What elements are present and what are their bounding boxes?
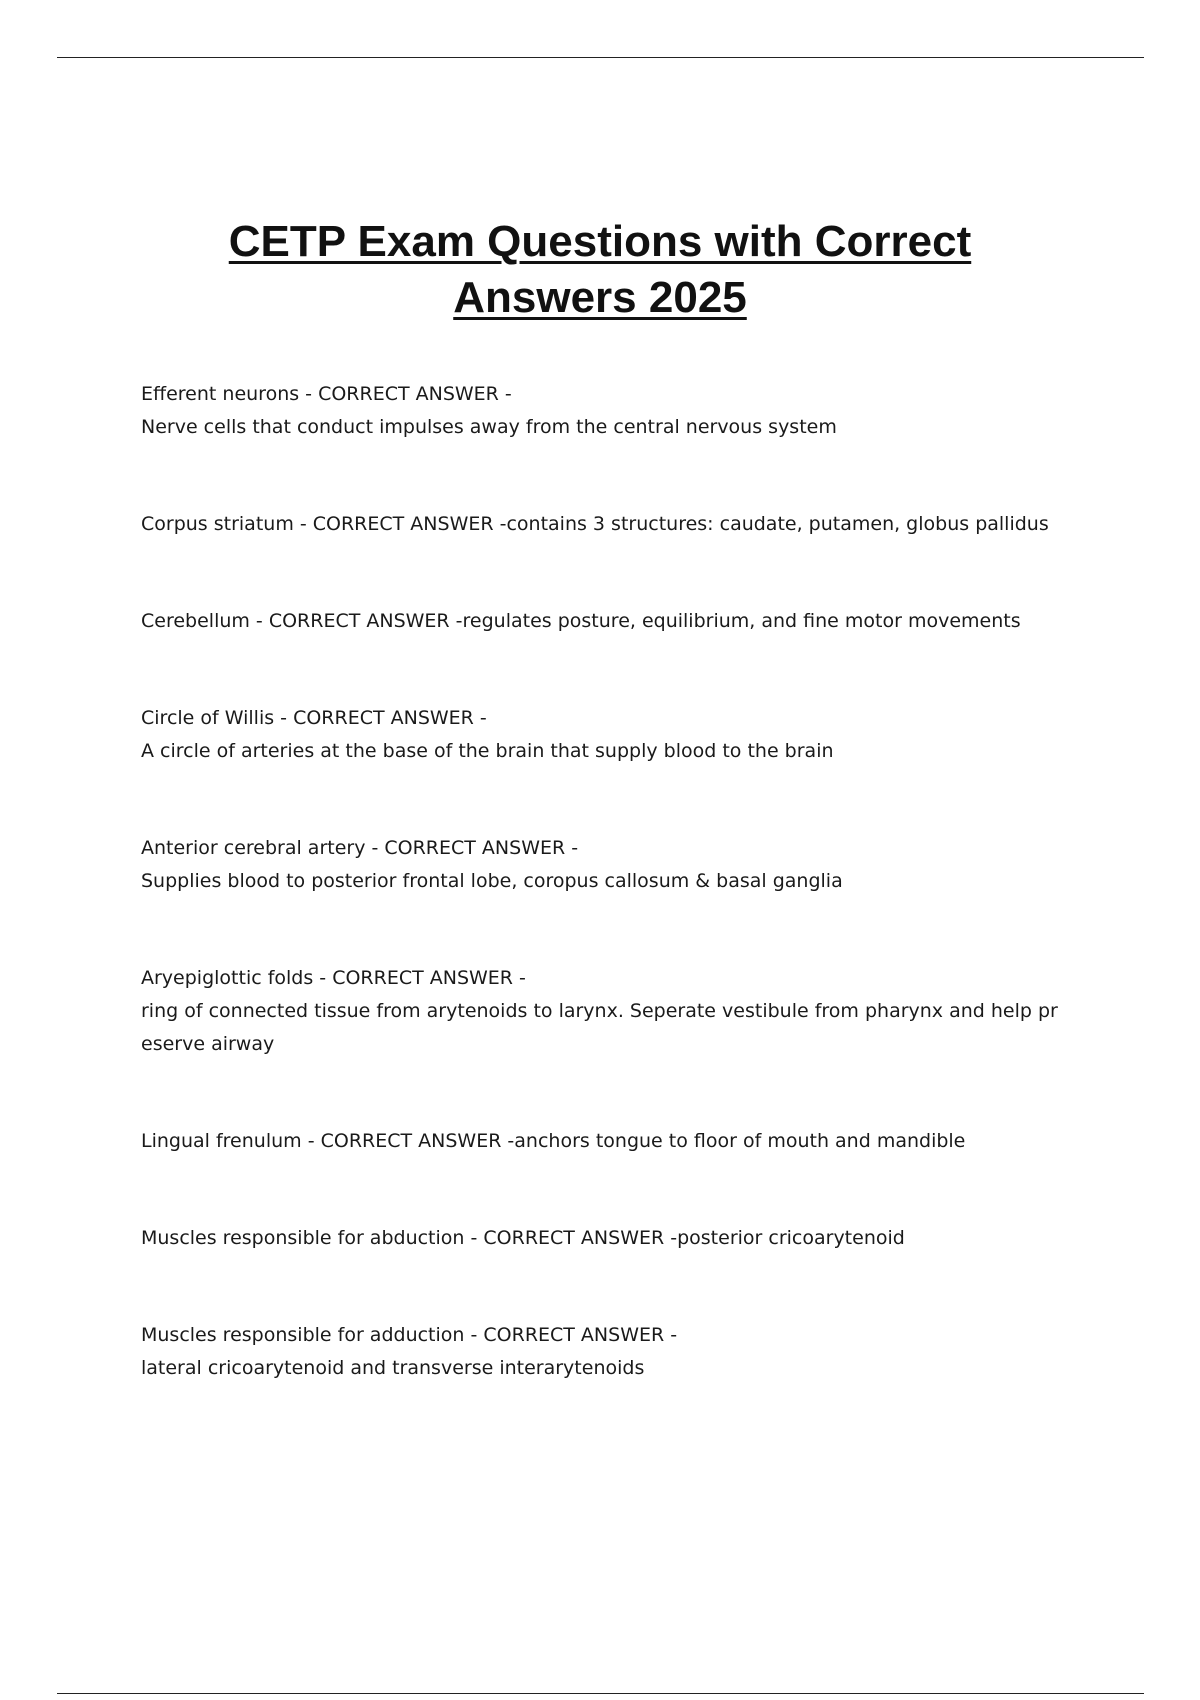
qa-answer: Nerve cells that conduct impulses away from the central nervous system: [141, 416, 837, 438]
qa-item-efferent-neurons: [141, 378, 1071, 444]
qa-list: [141, 378, 1071, 1449]
qa-term: Lingual frenulum - CORRECT ANSWER -anchors tongue to floor of mouth and mandible: [141, 1130, 966, 1152]
qa-answer: ring of connected tissue from arytenoids to larynx. Seperate vestibule from pharynx and help pr: [141, 1000, 1058, 1022]
bottom-rule: [57, 1693, 1144, 1694]
qa-item-corpus-striatum: [141, 508, 1071, 541]
top-rule: [57, 57, 1144, 58]
qa-answer-continued: eserve airway: [141, 1033, 275, 1055]
qa-answer: Supplies blood to posterior frontal lobe, coropus callosum & basal ganglia: [141, 870, 843, 892]
qa-term: Corpus striatum - CORRECT ANSWER -contains 3 structures: caudate, putamen, globus pallidus: [141, 513, 1049, 535]
qa-term: Aryepiglottic folds - CORRECT ANSWER -: [141, 967, 526, 989]
qa-item-adduction-muscles: [141, 1319, 1071, 1385]
qa-term: Efferent neurons - CORRECT ANSWER -: [141, 383, 512, 405]
qa-term: Circle of Willis - CORRECT ANSWER -: [141, 707, 487, 729]
title-line-1: CETP Exam Questions with Correct: [228, 217, 972, 266]
qa-item-cerebellum: [141, 605, 1071, 638]
qa-item-anterior-cerebral-artery: [141, 832, 1071, 898]
qa-answer: A circle of arteries at the base of the brain that supply blood to the brain: [141, 740, 834, 762]
qa-item-lingual-frenulum: [141, 1125, 1071, 1158]
qa-item-abduction-muscles: [141, 1222, 1071, 1255]
page-title: [100, 214, 1100, 326]
qa-term: Muscles responsible for adduction - CORRECT ANSWER -: [141, 1324, 678, 1346]
qa-term: Anterior cerebral artery - CORRECT ANSWER -: [141, 837, 579, 859]
qa-term: Cerebellum - CORRECT ANSWER -regulates posture, equilibrium, and fine motor movements: [141, 610, 1021, 632]
qa-item-aryepiglottic-folds: [141, 962, 1071, 1061]
title-line-2: Answers 2025: [453, 273, 747, 322]
qa-term: Muscles responsible for abduction - CORRECT ANSWER -posterior cricoarytenoid: [141, 1227, 905, 1249]
qa-answer: lateral cricoarytenoid and transverse interarytenoids: [141, 1357, 645, 1379]
qa-item-circle-of-willis: [141, 702, 1071, 768]
